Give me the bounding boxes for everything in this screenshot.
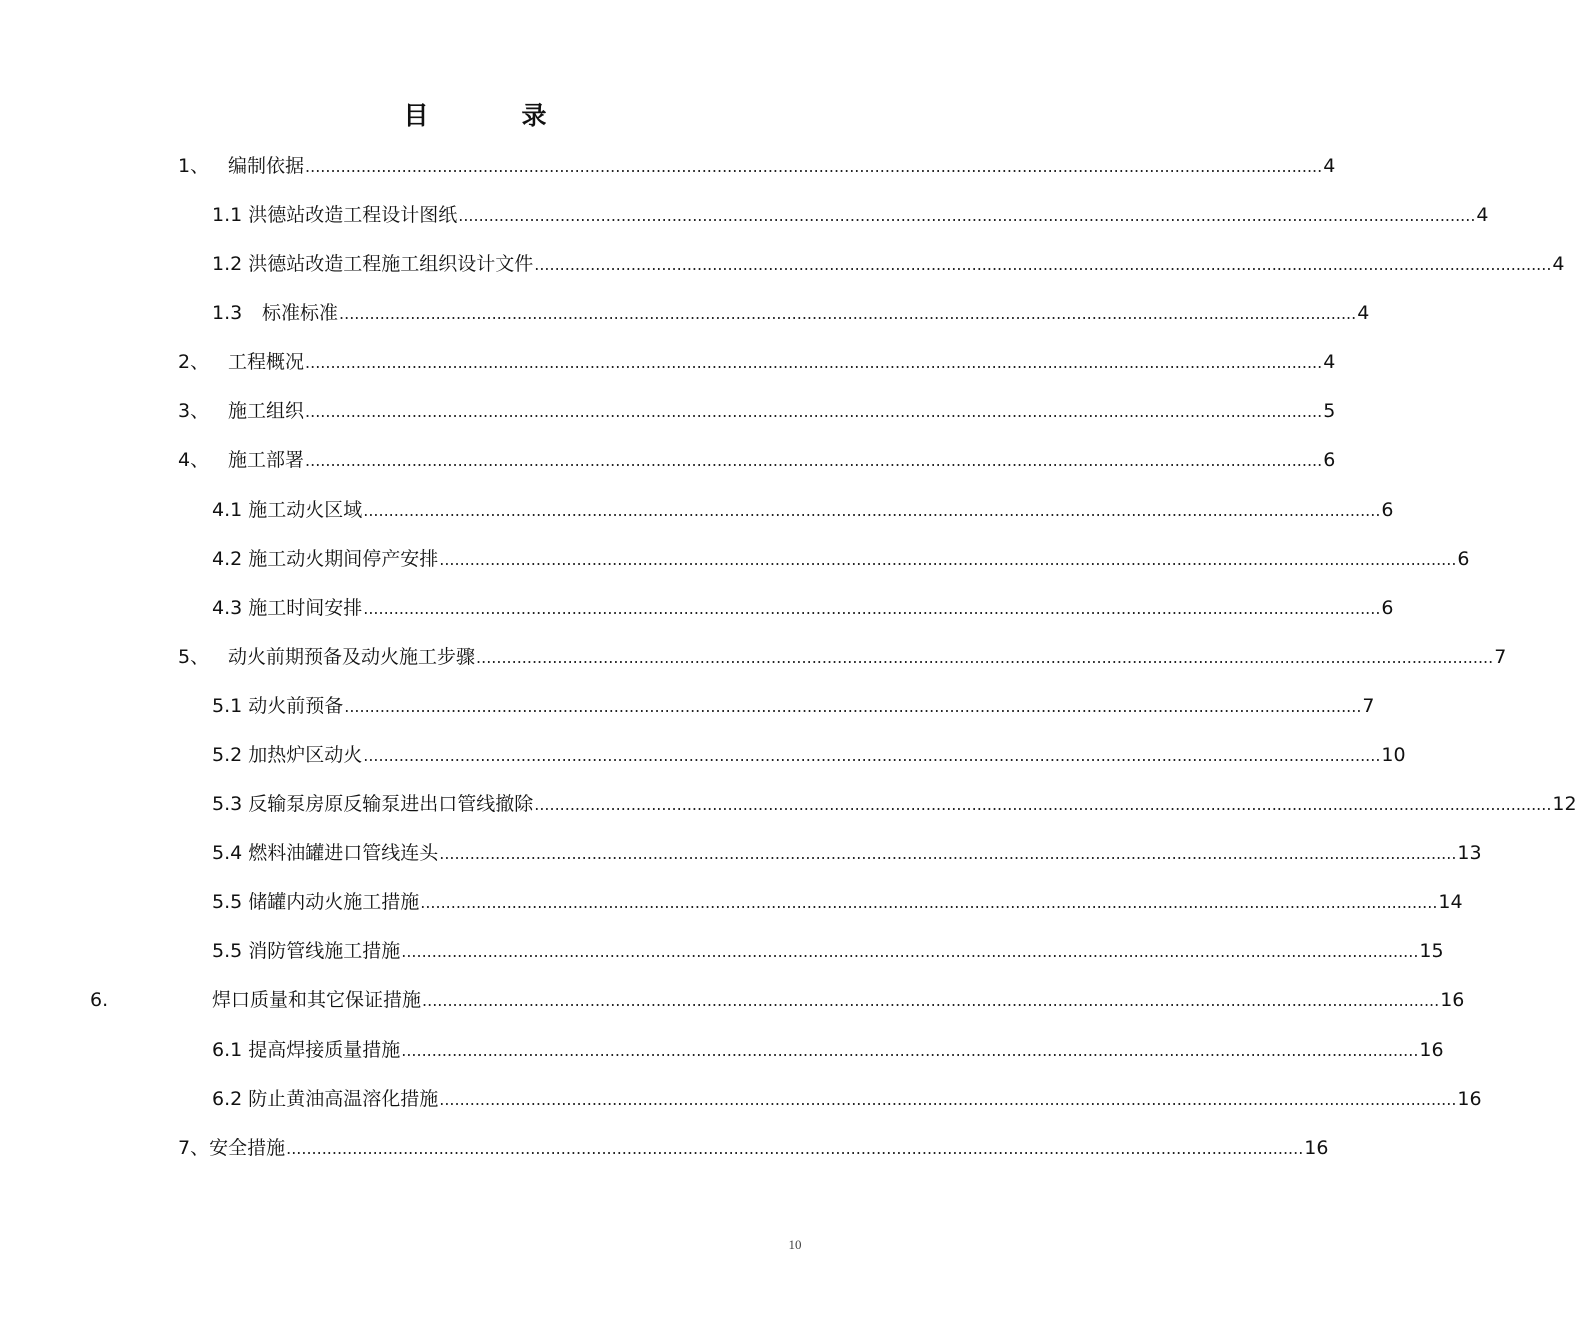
toc-leader-dots: ........................................................................................................................................................................................................	[422, 991, 1440, 1010]
toc-entry-label: 提高焊接质量措施	[248, 1039, 401, 1061]
toc-entry-page: 6	[1381, 597, 1394, 619]
toc-entry-page: 5	[1323, 400, 1336, 422]
toc-entry[interactable]	[212, 886, 1463, 918]
toc-entry[interactable]	[212, 543, 1470, 575]
toc-entry-number: 1.1	[212, 204, 243, 226]
toc-leader-dots: ........................................................................................................................................................................................................	[534, 795, 1552, 814]
toc-entry[interactable]	[178, 1132, 1329, 1164]
toc-entry-page: 6	[1381, 499, 1394, 521]
toc-entry[interactable]	[212, 837, 1482, 869]
toc-entry-label: 动火前预备	[248, 695, 344, 717]
toc-entry-label: 施工动火期间停产安排	[248, 548, 439, 570]
toc-entry-page: 16	[1304, 1137, 1329, 1159]
toc-entry-label: 洪德站改造工程施工组织设计文件	[248, 253, 534, 275]
toc-title: 目 录	[403, 101, 581, 130]
toc-entry-number: 3、	[178, 400, 210, 422]
toc-leader-dots: ........................................................................................................................................................................................................	[401, 1041, 1419, 1060]
toc-entry-label: 标准标准	[262, 302, 339, 324]
toc-entry-number: 5、	[178, 646, 210, 668]
toc-entry-label: 安全措施	[209, 1137, 286, 1159]
toc-leader-dots: ........................................................................................................................................................................................................	[363, 599, 1381, 618]
toc-entry-label: 施工时间安排	[248, 597, 363, 619]
toc-entry-page: 10	[1381, 744, 1406, 766]
toc-entry-number: 6.2	[212, 1088, 243, 1110]
toc-entry-number: 2、	[178, 351, 210, 373]
toc-entry[interactable]	[178, 150, 1336, 182]
toc-entry-label: 施工动火区域	[248, 499, 363, 521]
toc-entry[interactable]	[212, 297, 1370, 329]
toc-leader-dots: ........................................................................................................................................................................................................	[344, 697, 1362, 716]
toc-entry[interactable]	[178, 346, 1336, 378]
toc-entry-page: 16	[1440, 989, 1465, 1011]
toc-entry[interactable]	[212, 788, 1577, 820]
toc-entry-number: 4.1	[212, 499, 243, 521]
toc-entry-page: 4	[1476, 204, 1489, 226]
page-number: 10	[788, 1237, 802, 1252]
toc-entry-page: 16	[1419, 1039, 1444, 1061]
toc-leader-dots: ........................................................................................................................................................................................................	[458, 206, 1476, 225]
toc-entry-number: 6.1	[212, 1039, 243, 1061]
toc-entry-number: 1.3	[212, 302, 243, 324]
toc-entry-label: 洪德站改造工程设计图纸	[248, 204, 458, 226]
toc-entry-number: 5.5	[212, 940, 243, 962]
toc-entry-page: 14	[1438, 891, 1463, 913]
toc-leader-dots: ........................................................................................................................................................................................................	[305, 353, 1323, 372]
toc-leader-dots: ........................................................................................................................................................................................................	[420, 893, 1438, 912]
toc-entry-page: 4	[1357, 302, 1370, 324]
toc-entry[interactable]	[212, 248, 1565, 280]
toc-entry-label: 施工部署	[228, 449, 305, 471]
toc-leader-dots: ........................................................................................................................................................................................................	[363, 501, 1381, 520]
toc-entry-number: 1、	[178, 155, 210, 177]
toc-leader-dots: ........................................................................................................................................................................................................	[439, 844, 1457, 863]
toc-entry-label: 动火前期预备及动火施工步骤	[228, 646, 476, 668]
toc-entry[interactable]	[212, 690, 1375, 722]
toc-leader-dots: ........................................................................................................................................................................................................	[305, 157, 1323, 176]
toc-entry-number: 7、	[178, 1137, 210, 1159]
toc-entry[interactable]	[212, 935, 1444, 967]
toc-entry-page: 16	[1457, 1088, 1482, 1110]
toc-entry-number: 4.2	[212, 548, 243, 570]
toc-leader-dots: ........................................................................................................................................................................................................	[476, 648, 1494, 667]
toc-entry[interactable]	[212, 1034, 1444, 1066]
toc-entry[interactable]	[90, 984, 1465, 1016]
toc-entry-page: 6	[1323, 449, 1336, 471]
toc-entry[interactable]	[212, 1083, 1482, 1115]
toc-entry-label: 消防管线施工措施	[248, 940, 401, 962]
toc-leader-dots: ........................................................................................................................................................................................................	[286, 1139, 1304, 1158]
toc-leader-dots: ........................................................................................................................................................................................................	[363, 746, 1381, 765]
toc-leader-dots: ........................................................................................................................................................................................................	[439, 1090, 1457, 1109]
toc-entry-label: 加热炉区动火	[248, 744, 363, 766]
toc-leader-dots: ........................................................................................................................................................................................................	[339, 304, 1357, 323]
toc-entry[interactable]	[212, 739, 1406, 771]
toc-entry-number: 5.1	[212, 695, 243, 717]
toc-entry-label: 燃料油罐进口管线连头	[248, 842, 439, 864]
toc-entry-page: 4	[1552, 253, 1565, 275]
toc-entry-page: 4	[1323, 351, 1336, 373]
toc-entry-label: 防止黄油高温溶化措施	[248, 1088, 439, 1110]
toc-entry[interactable]	[178, 395, 1336, 427]
toc-entry-number: 5.5	[212, 891, 243, 913]
toc-entry-number: 4.3	[212, 597, 243, 619]
toc-leader-dots: ........................................................................................................................................................................................................	[305, 402, 1323, 421]
toc-entry-label: 储罐内动火施工措施	[248, 891, 420, 913]
toc-entry[interactable]	[212, 199, 1489, 231]
toc-entry[interactable]	[212, 494, 1394, 526]
toc-entry-label: 编制依据	[228, 155, 305, 177]
toc-entry-page: 7	[1494, 646, 1507, 668]
toc-entry-page: 7	[1362, 695, 1375, 717]
toc-entry[interactable]	[178, 641, 1507, 673]
toc-entry-number: 1.2	[212, 253, 243, 275]
toc-entry-page: 12	[1552, 793, 1577, 815]
toc-entry-page: 15	[1419, 940, 1444, 962]
toc-entry-label: 反输泵房原反输泵进出口管线撤除	[248, 793, 534, 815]
toc-leader-dots: ........................................................................................................................................................................................................	[534, 255, 1552, 274]
toc-leader-dots: ........................................................................................................................................................................................................	[401, 942, 1419, 961]
toc-entry-page: 13	[1457, 842, 1482, 864]
toc-entry-page: 4	[1323, 155, 1336, 177]
toc-entry[interactable]	[212, 592, 1394, 624]
toc-entry-label: 焊口质量和其它保证措施	[212, 989, 422, 1011]
toc-leader-dots: ........................................................................................................................................................................................................	[305, 451, 1323, 470]
toc-entry-page: 6	[1457, 548, 1470, 570]
toc-entry-number: 5.2	[212, 744, 243, 766]
toc-entry-number: 5.4	[212, 842, 243, 864]
toc-entry-number: 6.	[90, 989, 109, 1011]
toc-entry[interactable]	[178, 444, 1336, 476]
toc-entry-label: 工程概况	[228, 351, 305, 373]
toc-entry-number: 5.3	[212, 793, 243, 815]
toc-leader-dots: ........................................................................................................................................................................................................	[439, 550, 1457, 569]
toc-entry-label: 施工组织	[228, 400, 305, 422]
toc-entry-number: 4、	[178, 449, 210, 471]
